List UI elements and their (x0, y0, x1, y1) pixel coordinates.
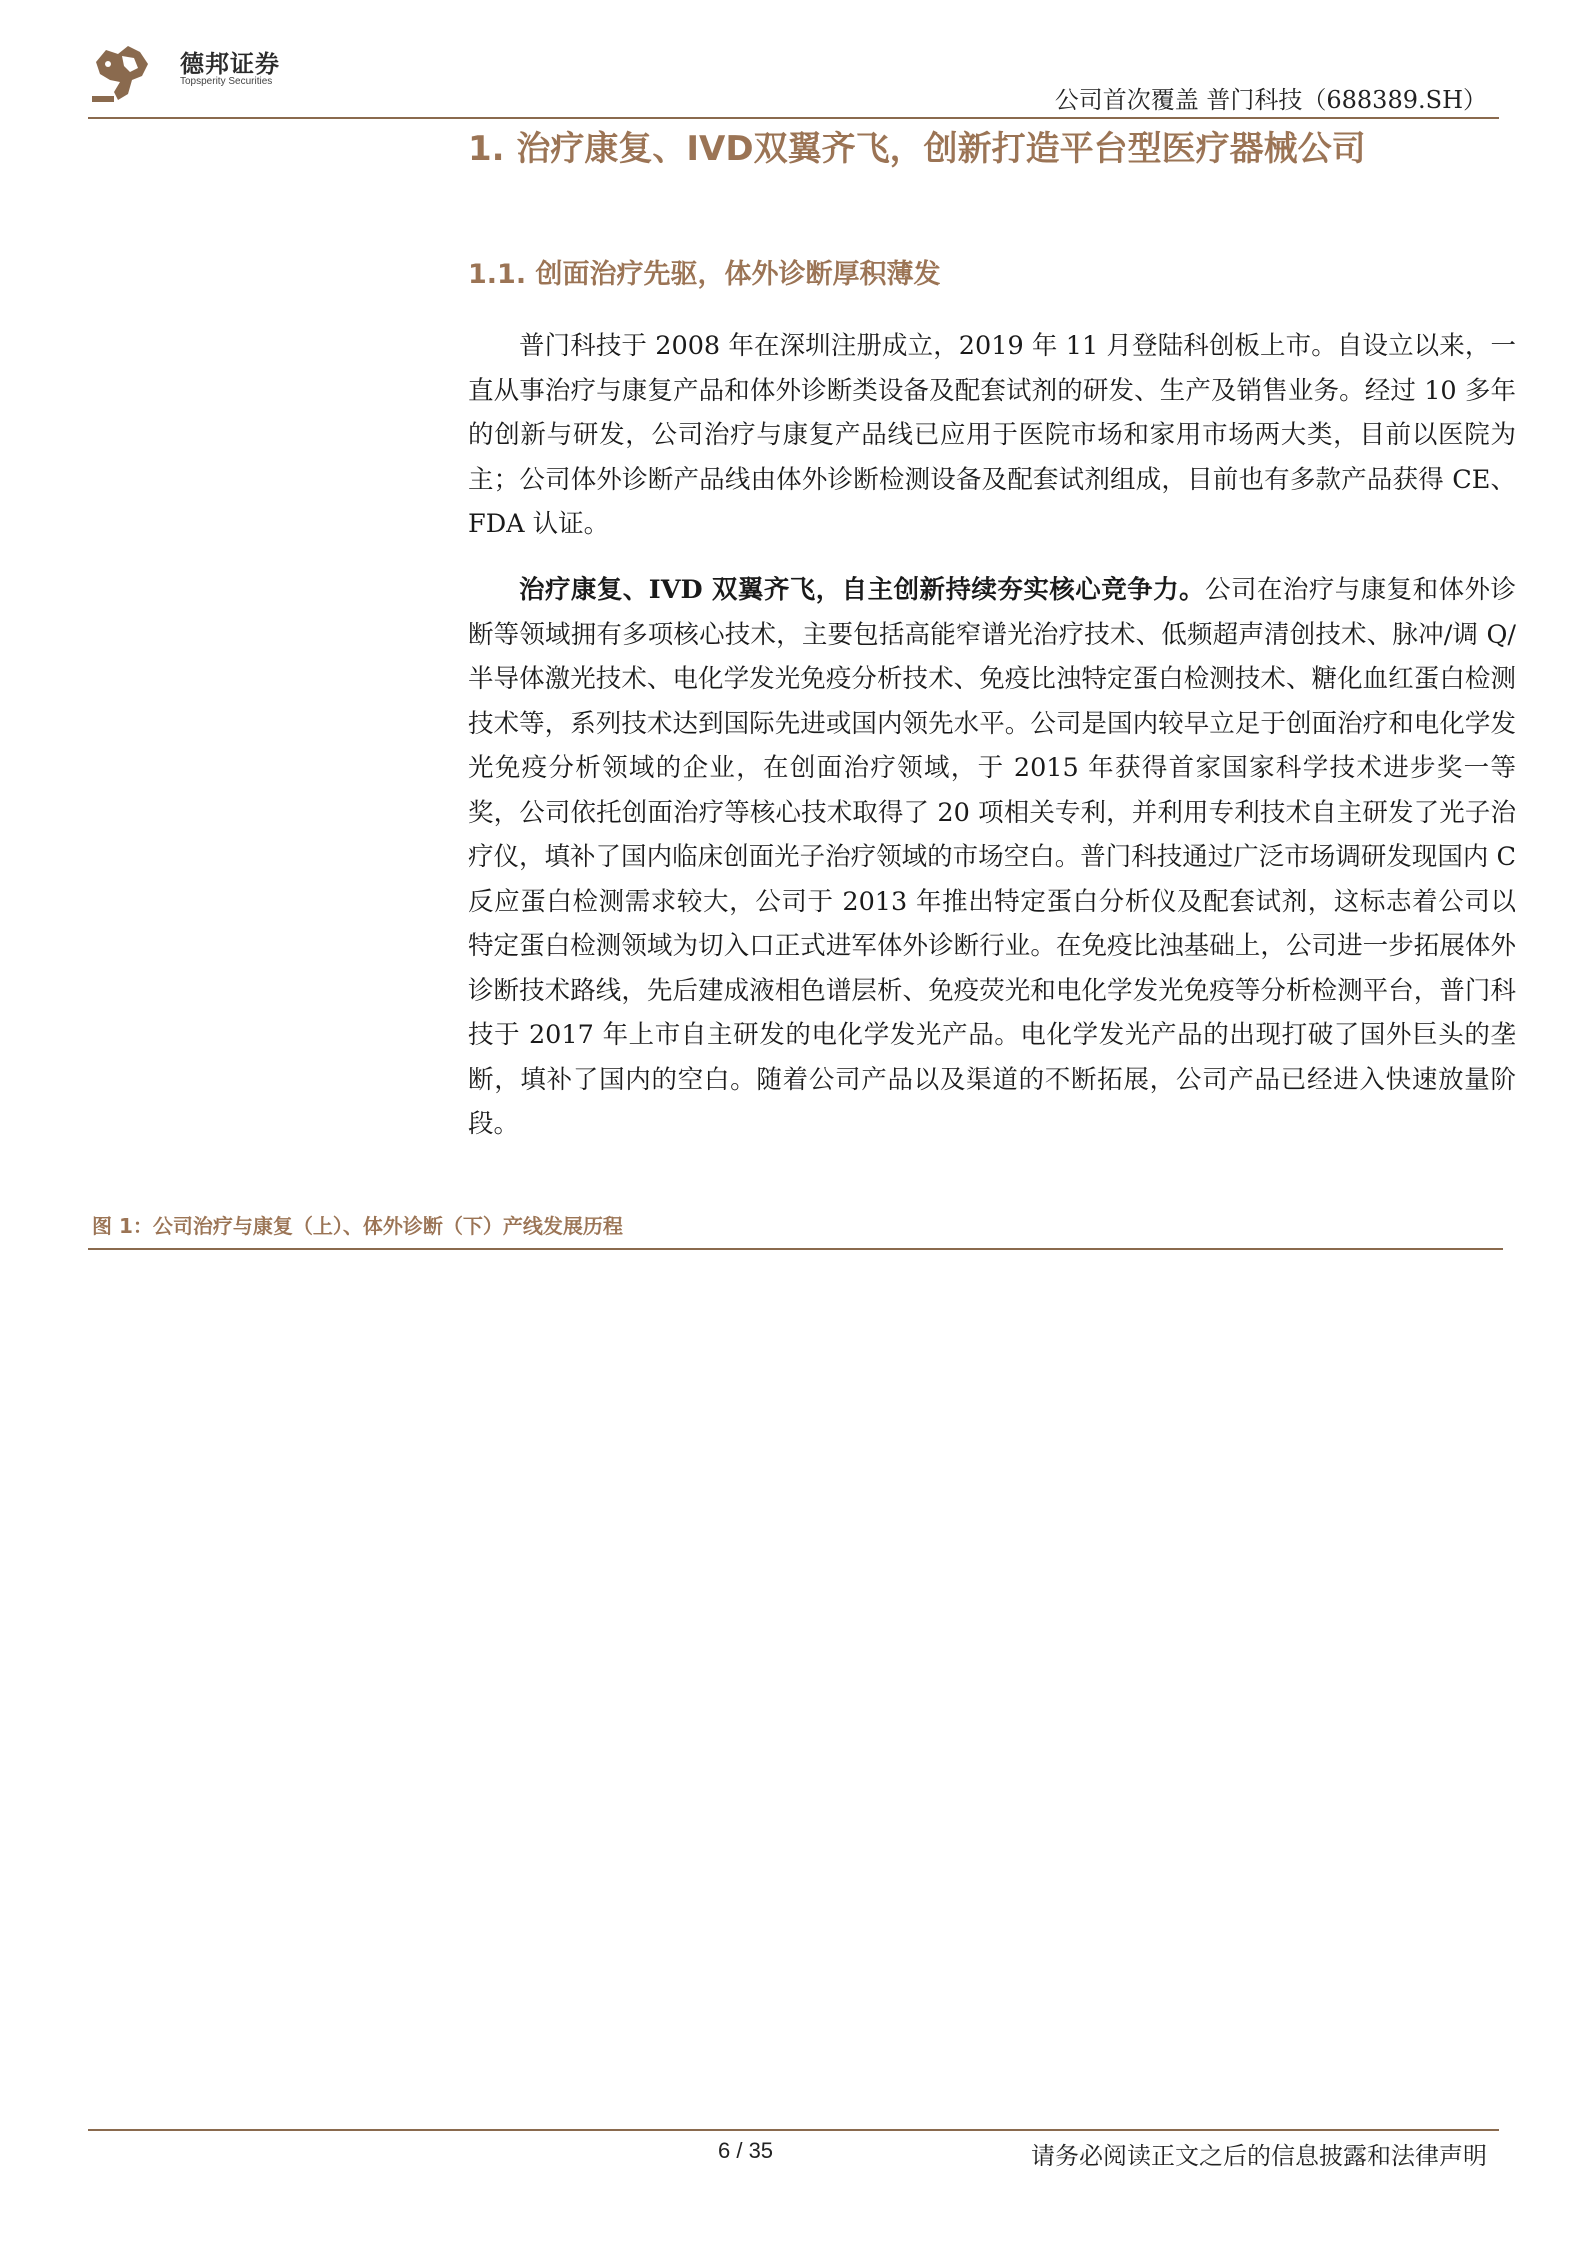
section-heading: 1. 治疗康复、IVD双翼齐飞，创新打造平台型医疗器械公司 (468, 129, 1366, 169)
subsection-heading: 1.1. 创面治疗先驱，体外诊断厚积薄发 (468, 259, 941, 290)
logo-english-name: Topsperity Securities (180, 76, 273, 87)
logo-chinese-name: 德邦证券 (180, 51, 280, 78)
figure-divider (88, 1248, 1503, 1250)
footer-divider (88, 2129, 1499, 2131)
body-paragraph-2 (468, 568, 1516, 1147)
figure-caption: 图 1：公司治疗与康复（上）、体外诊断（下）产线发展历程 (92, 1214, 623, 1238)
legal-disclaimer: 请务必阅读正文之后的信息披露和法律声明 (1031, 2142, 1487, 2170)
header-divider (88, 117, 1499, 119)
paragraph-body: 公司在治疗与康复和体外诊断等领域拥有多项核心技术，主要包括高能窄谱光治疗技术、低频超声清创技术、脉冲/调 Q/半导体激光技术、电化学发光免疫分析技术、免疫比浊特定蛋白检测技术、糖化血红蛋白检测技术等，系列技术达到国际先进或国内领先水平。公司是国内较早立足于创面治疗和电化学发光免疫分析领域的企业，在创面治疗领域，于 2015 年获得首家国家科学技术进步奖一等奖，公司依托创面治疗等核心技术取得了 20 项相关专利，并利用专利技术自主研发了光子治疗仪，填补了国内临床创面光子治疗领域的市场空白。普门科技通过广泛市场调研发现国内 C 反应蛋白检测需求较大，公司于 2013 年推出特定蛋白分析仪及配套试剂，这标志着公司以特定蛋白检测领域为切入口正式进军体外诊断行业。在免疫比浊基础上，公司进一步拓展体外诊断技术路线，先后建成液相色谱层析、免疫荧光和电化学发光免疫等分析检测平台，普门科技于 2017 年上市自主研发的电化学发光产品。电化学发光产品的出现打破了国外巨头的垄断，填补了国内的空白。随着公司产品以及渠道的不断拓展，公司产品已经进入快速放量阶段。 (468, 575, 1516, 1139)
page-number: 6 / 35 (718, 2138, 774, 2163)
body-paragraph-1: 普门科技于 2008 年在深圳注册成立，2019 年 11 月登陆科创板上市。自设立以来，一直从事治疗与康复产品和体外诊断类设备及配套试剂的研发、生产及销售业务。经过 10 多年的创新与研发，公司治疗与康复产品线已应用于医院市场和家用市场两大类，目前以医院为主；公司体外诊断产品线由体外诊断检测设备及配套试剂组成，目前也有多款产品获得 CE、FDA 认证。 (468, 331, 1516, 539)
company-logo (88, 36, 328, 110)
report-info: 公司首次覆盖 普门科技（688389.SH） (1054, 86, 1487, 114)
paragraph-lead-bold: 治疗康复、IVD 双翼齐飞，自主创新持续夯实核心竞争力。 (519, 575, 1206, 605)
topsperity-logo-icon (88, 36, 160, 108)
